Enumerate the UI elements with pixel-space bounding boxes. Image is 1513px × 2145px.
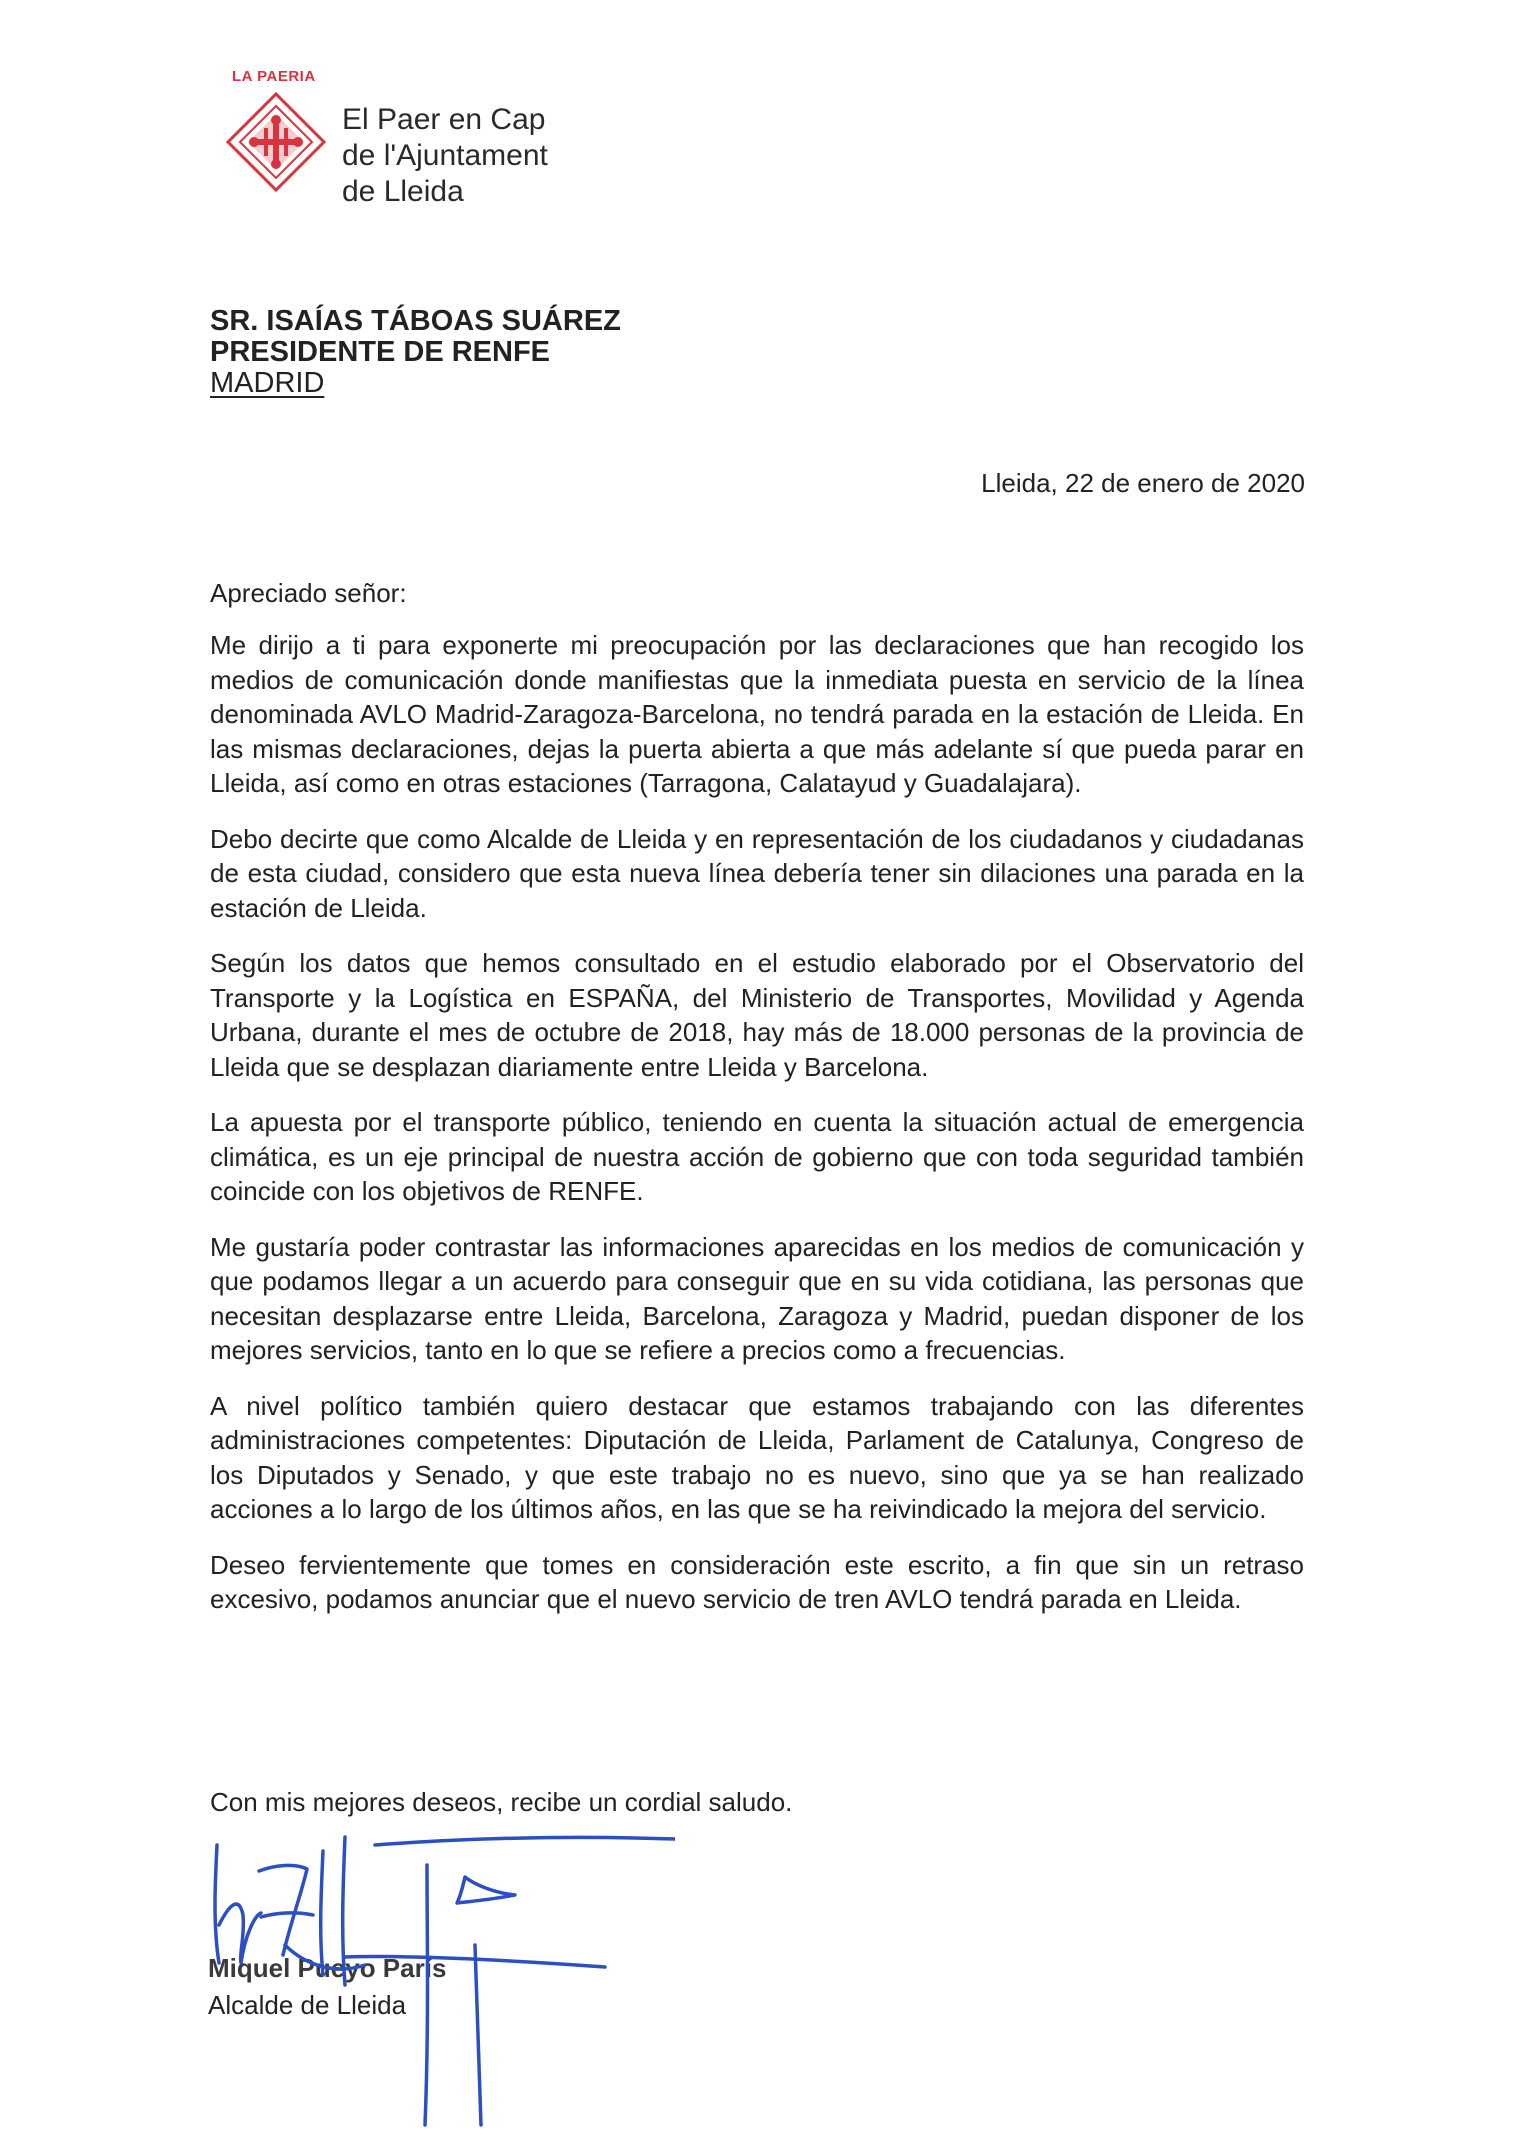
salutation: Apreciado señor: [210,578,407,608]
letter-date: Lleida, 22 de enero de 2020 [981,468,1305,498]
body-paragraph: A nivel político también quiero destacar que estamos trabajando con las diferentes administraciones competentes: Diputación de Lleida, Parlament de Catalunya, Congreso de los Diputados y Senado, y que este trabajo no es nuevo, sino que ya se han realizado acciones a lo largo de los últimos años, en las que se ha reivindicado la mejora del servicio. [210,1390,1304,1524]
recipient-block [210,306,621,399]
letter-body [210,628,1304,1638]
handwritten-signature [195,1825,675,2135]
org-label: LA PAERIA [232,68,316,85]
closing-line: Con mis mejores deseos, recibe un cordial saludo. [210,1787,793,1817]
office-line: de l'Ajuntament [342,139,548,172]
body-paragraph: Deseo fervientemente que tomes en consideración este escrito, a fin que sin un retraso excesivo, podamos anunciar que el nuevo servicio de tren AVLO tendrá parada en Lleida. [210,1549,1304,1614]
signatory-role: Alcalde de Lleida [208,1990,407,2020]
body-paragraph: Me gustaría poder contrastar las informaciones aparecidas en los medios de comunicación y que podamos llegar a un acuerdo para conseguir que en su vida cotidiana, las personas que necesitan desplazarse entre Lleida, Barcelona, Zaragoza y Madrid, puedan disponer de los mejores servicios, tanto en lo que se refiere a precios como a frecuencias. [210,1231,1304,1365]
recipient-city: MADRID [210,367,325,399]
office-title [342,102,548,210]
body-paragraph: Según los datos que hemos consultado en el estudio elaborado por el Observatorio del Transporte y la Logística en ESPAÑA, del Ministerio de Transportes, Movilidad y Agenda Urbana, durante el mes de octubre de 2018, hay más de 18.000 personas de la provincia de Lleida que se desplazan diariamente entre Lleida y Barcelona. [210,948,1304,1082]
paeria-coat-of-arms-icon [226,92,326,192]
body-paragraph: La apuesta por el transporte público, teniendo en cuenta la situación actual de emergencia climática, es un eje principal de nuestra acción de gobierno que con toda seguridad también coincide con los objetivos de RENFE. [210,1107,1304,1206]
office-line: de Lleida [342,175,464,208]
recipient-name: SR. ISAÍAS TÁBOAS SUÁREZ [210,305,621,337]
body-paragraph: Me dirijo a ti para exponerte mi preocupación por las declaraciones que han recogido los medios de comunicación donde manifiestas que la inmediata puesta en servicio de la línea denominada AVLO Madrid-Zaragoza-Barcelona, no tendrá parada en la estación de Lleida. En las mismas declaraciones, dejas la puerta abierta a que más adelante sí que pueda parar en Lleida, así como en otras estaciones (Tarragona, Calatayud y Guadalajara). [210,630,1304,798]
recipient-title: PRESIDENTE DE RENFE [210,336,550,368]
body-paragraph: Debo decirte que como Alcalde de Lleida y en representación de los ciudadanos y ciudadanas de esta ciudad, considero que esta nueva línea debería tener sin dilaciones una parada en la estación de Lleida. [210,823,1304,923]
signatory-name: Miquel Pueyo París [208,1953,447,1983]
office-line: El Paer en Cap [342,103,546,136]
